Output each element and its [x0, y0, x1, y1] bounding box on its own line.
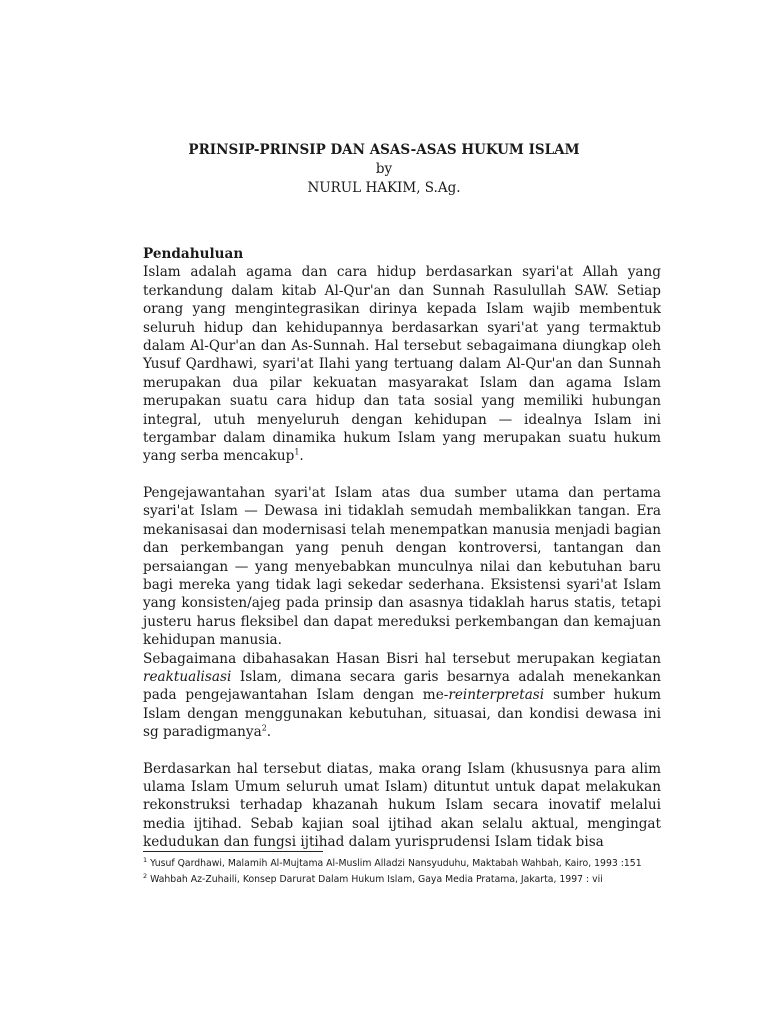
footnote-1-text: Yusuf Qardhawi, Malamih Al-Mujtama Al-Muslim Alladzi Nansyuduhu, Maktabah Wahbah, Kairo, 1993 :151 — [150, 858, 642, 869]
paragraph-3 — [143, 650, 661, 742]
paragraph-3-text-b: Islam, dimana secara garis besarnya adalah menekankan pada pengejawantahan Islam dengan me- — [143, 668, 661, 704]
footnote-1 — [143, 856, 663, 872]
by-line: by — [375, 161, 393, 177]
footnote-2 — [143, 872, 663, 888]
paragraph-1-text: Islam adalah agama dan cara hidup berdasarkan syari'at Allah yang terkandung dalam kitab Al-Qur'an dan Sunnah Rasulullah SAW. Setiap orang yang mengintegrasikan dirinya kepada Islam wajib membentuk seluruh hidup dan kehidupannya berdasarkan syari'at yang termaktub dalam Al-Qur'an dan As-Sunnah. Hal tersebut sebagaimana diungkap oleh Yusuf Qardhawi, syari'at Ilahi yang tertuang dalam Al-Qur'an dan Sunnah merupakan dua pilar kekuatan masyarakat Islam dan agama Islam merupakan suatu cara hidup dan tata sosial yang memiliki hubungan integral, utuh menyeluruh dengan kehidupan — idealnya Islam ini tergambar dalam dinamika hukum Islam yang merupakan suatu hukum yang serba mencakup — [143, 264, 661, 465]
footnote-2-number: 2 — [143, 871, 148, 880]
footnote-ref-2[interactable]: 2 — [261, 723, 267, 733]
footnote-1-number: 1 — [143, 855, 148, 864]
paragraph-1 — [143, 263, 661, 465]
footnote-ref-1[interactable]: 1 — [294, 447, 300, 457]
paragraph-gap — [143, 742, 661, 760]
section-heading: Pendahuluan — [143, 246, 244, 262]
footnote-separator — [143, 851, 323, 852]
paragraph-2: Pengejawantahan syari'at Islam atas dua sumber utama dan pertama syari'at Islam — Dewasa ini tidaklah semudah membalikkan tangan. Era mekanisasai dan modernisasi telah menempatkan manusia menjadi bagian dan perkembangan yang penuh dengan kontroversi, tantangan dan persaiangan — yang menyebabkan munculnya nilai dan kebutuhan baru bagi mereka yang tidak lagi sekedar sederhana. Eksistensi syari'at Islam yang konsisten/ajeg pada prinsip dan asasnya tidaklah harus statis, tetapi justeru harus fleksibel dan dapat mereduksi perkembangan dan kemajuan kehidupan manusia. — [143, 484, 661, 649]
author-name: NURUL HAKIM, S.Ag. — [307, 180, 461, 196]
footnote-2-text: Wahbah Az-Zuhaili, Konsep Darurat Dalam Hukum Islam, Gaya Media Pratama, Jakarta, 1997 : vii — [150, 873, 603, 885]
paragraph-4: Berdasarkan hal tersebut diatas, maka orang Islam (khususnya para alim ulama Islam Umum seluruh umat Islam) dituntut untuk dapat melakukan rekonstruksi terhadap khazanah hukum Islam secara inovatif melalui media ijtihad. Sebab kajian soal ijtihad akan selalu aktual, mengingat kedudukan dan fungsi ijtihad dalam yurisprudensi Islam tidak bisa — [143, 760, 661, 851]
paragraph-1-end: . — [299, 448, 304, 465]
paragraph-3-emphasis-2: reinterpretasi — [448, 687, 545, 704]
paragraph-3-end: . — [266, 724, 272, 741]
body-text — [143, 245, 661, 852]
footnotes — [143, 856, 663, 887]
paragraph-3-text-a: Sebagaimana dibahasakan Hasan Bisri hal tersebut merupakan kegiatan — [143, 650, 661, 667]
document-title: PRINSIP-PRINSIP DAN ASAS-ASAS HUKUM ISLAM — [188, 142, 580, 158]
title-block — [0, 141, 768, 198]
paragraph-gap — [143, 466, 661, 484]
paragraph-3-emphasis-1: reaktualisasi — [143, 668, 232, 685]
paragraph-3-text-c: sumber hukum Islam dengan menggunakan kebutuhan, situasai, dan kondisi dewasa ini sg paradigmanya — [143, 687, 661, 741]
